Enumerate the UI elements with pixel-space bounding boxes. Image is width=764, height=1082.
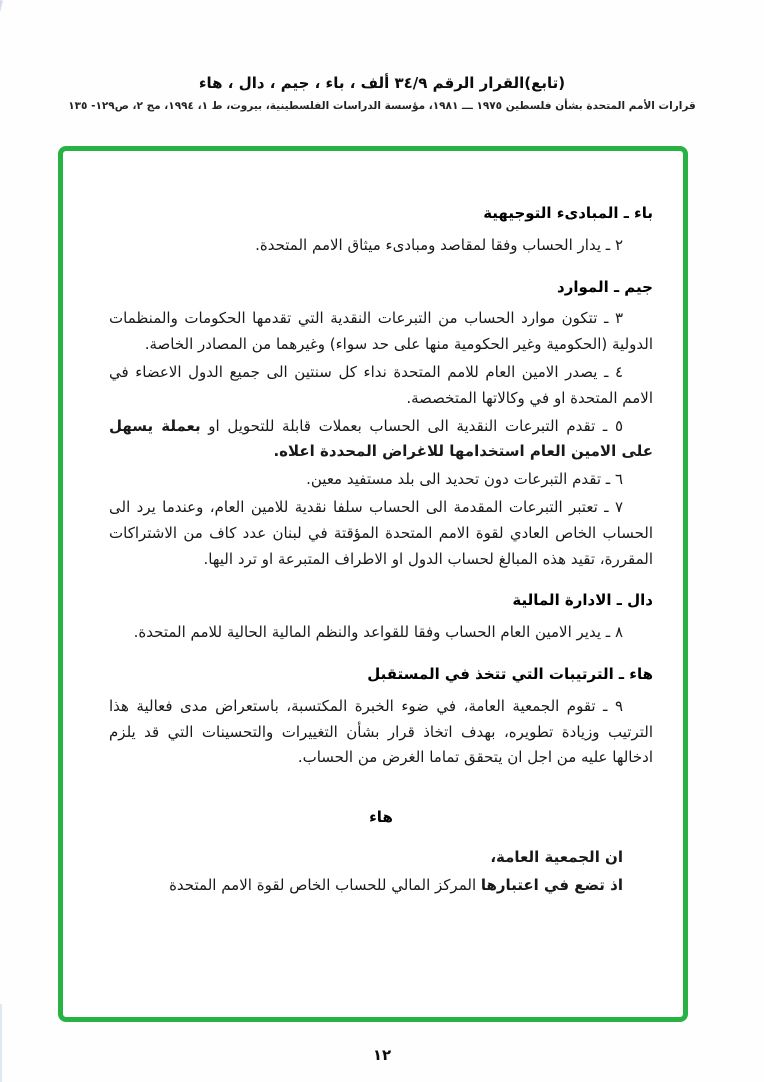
scan-artifact-bottom-left [0, 1004, 2, 1082]
document-title: (تابع)القرار الرقم ٣٤/٩ ألف ، باء ، جيم ، دال ، هاء [198, 74, 566, 92]
document-body [63, 151, 683, 899]
section-heading: هاء ـ الترتيبات التي تتخذ في المستقبل [367, 664, 653, 683]
paragraph [109, 873, 653, 899]
paragraph: ٢ ـ يدار الحساب وفقا لمقاصد ومبادىء ميثاق الامم المتحدة. [255, 235, 623, 254]
text-segment: المركز المالي للحساب الخاص لقوة الامم المتحدة [169, 875, 481, 894]
page-footer [0, 1045, 764, 1064]
paragraph: ٩ ـ تقوم الجمعية العامة، في ضوء الخبرة المكتسبة، باستعراض مدى فعالية هذا الترتيب وزيادة تطويره، بهدف اتخاذ قرار بشأن التغييرات والتحسينات التي قد يلزم ادخالها عليه من اجل ان يتحقق تماما الغرض من الحساب. [109, 696, 653, 767]
section-heading: باء ـ المبادىء التوجيهية [483, 204, 653, 222]
paragraph: ان الجمعية العامة، [490, 847, 623, 866]
text-segment: ٥ ـ تقدم التبرعات النقدية الى الحساب بعملات قابلة للتحويل او [200, 416, 623, 435]
document-citation: قرارات الأمم المتحدة بشأن فلسطين ١٩٧٥ ـــ ١٩٨١، مؤسسة الدراسات الفلسطينية، بيروت، ط ١، ١٩٩٤، مج ٢، ص١٢٩- ١٣٥ [68, 100, 696, 112]
section-heading: دال ـ الادارة المالية [512, 591, 653, 610]
paragraph: ٨ ـ يدير الامين العام الحساب وفقا للقواعد والنظم المالية الحالية للامم المتحدة. [133, 623, 623, 642]
section-heading: جيم ـ الموارد [557, 277, 653, 296]
paragraph: ٧ ـ تعتبر التبرعات المقدمة الى الحساب سلفا نقدية للامين العام، وعندما يرد الى الحساب الخاص العادي لقوة الامم المتحدة المؤقتة في لبنان عدد كاف من الاشتراكات المقررة، تقيد هذه المبالغ لحساب الدول او الاطراف المتبرعة او ترد اليها. [109, 497, 653, 568]
page-number: ١٢ [372, 1046, 392, 1064]
bold-text-segment: بعملة يسهل على الامين العام استخدامها للاغراض المحددة اعلاه. [109, 416, 653, 461]
section-heading: هاء [369, 808, 393, 827]
paragraph: ٣ ـ تتكون موارد الحساب من التبرعات النقدية التي تقدمها الحكومات والمنظمات الدولية (الحكومية وغير الحكومية منها على حد سواء) وغيرهما من المصادر الخاصة. [109, 309, 653, 354]
green-border-frame [58, 146, 688, 1022]
paragraph [109, 414, 653, 466]
paragraph: ٤ ـ يصدر الامين العام للامم المتحدة نداء كل سنتين الى جميع الدول الاعضاء في الامم المتحدة او في وكالاتها المتخصصة. [109, 362, 653, 407]
paragraph: ٦ ـ تقدم التبرعات دون تحديد الى بلد مستفيد معين. [306, 470, 623, 489]
document-header [0, 0, 764, 112]
bold-text-segment: اذ تضع في اعتبارها [480, 875, 623, 894]
